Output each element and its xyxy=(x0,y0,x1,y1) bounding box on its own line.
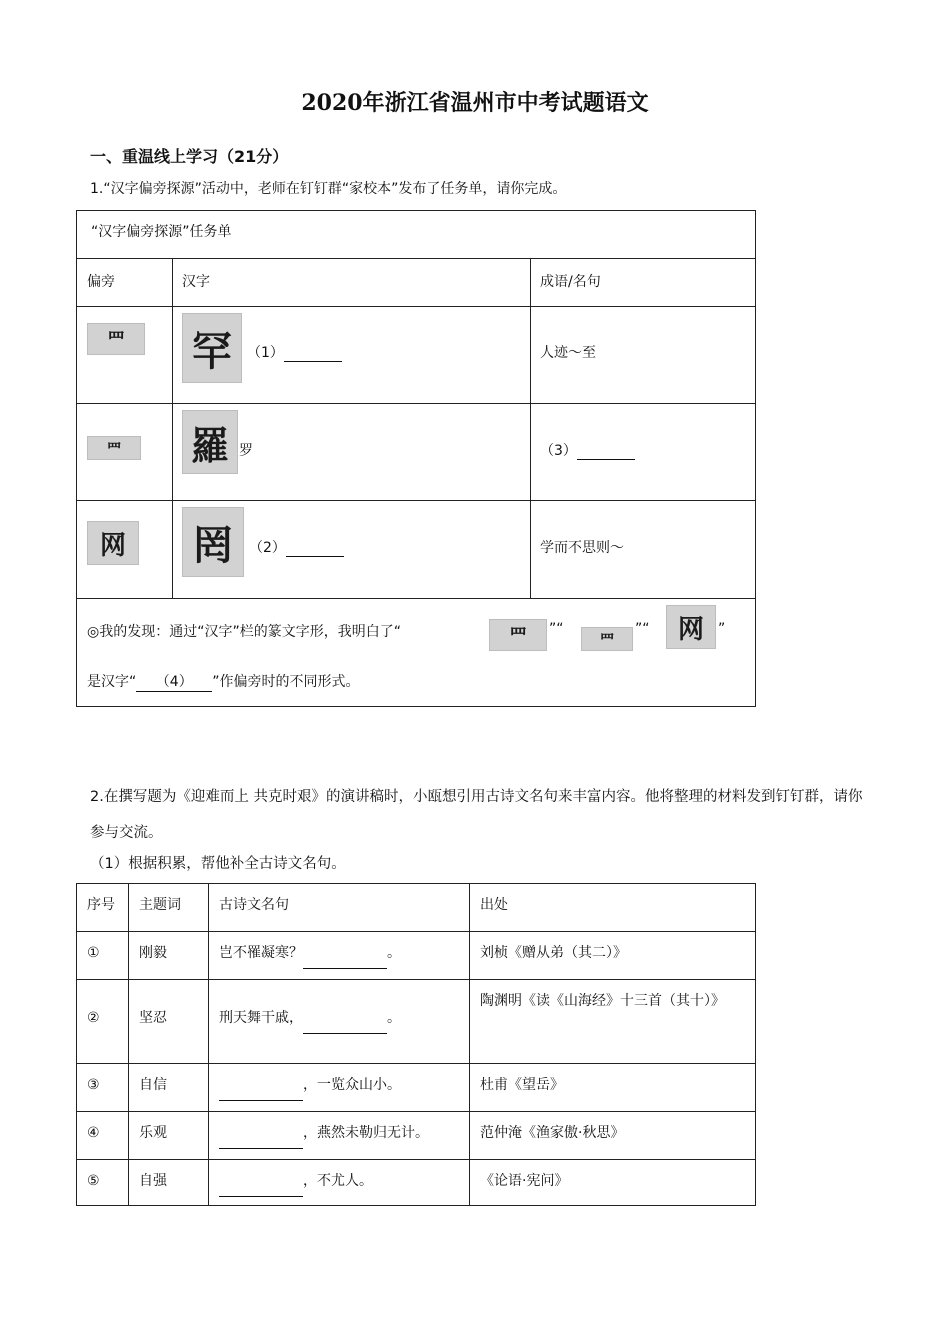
row-number: ① xyxy=(87,945,100,961)
hanzi-answer-1: （1） xyxy=(247,342,342,362)
idiom-answer-3: （3） xyxy=(540,440,635,460)
header-source: 出处 xyxy=(480,897,508,913)
row-verse: ，燕然未勒归无计。 xyxy=(219,1118,429,1149)
discovery-row xyxy=(77,599,755,706)
task-table-title-row xyxy=(77,211,755,259)
discovery-text: ◎我的发现：通过“汉字”栏的篆文字形，我明白了“ xyxy=(87,624,401,640)
row-verse: 岂不罹凝寒？ 。 xyxy=(219,938,401,969)
radical-seal-image: 罒 xyxy=(489,619,547,651)
question-1-prompt: 1.“汉字偏旁探源”活动中，老师在钉钉群“家校本”发布了任务单，请你完成。 xyxy=(90,181,567,197)
question-2-prompt: 2.在撰写题为《迎难而上 共克时艰》的演讲稿时，小瓯想引用古诗文名句来丰富内容。他将整理的材料发到钉钉群，请你参与交流。 xyxy=(90,789,863,841)
row-number: ② xyxy=(87,1010,100,1026)
answer-blank[interactable] xyxy=(286,540,344,557)
answer-blank[interactable] xyxy=(219,1166,303,1197)
answer-blank[interactable] xyxy=(219,1118,303,1149)
row-number: ⑤ xyxy=(87,1173,100,1189)
idiom-text: 人迹～至 xyxy=(540,345,596,361)
section-heading: 一、重温线上学习（21分） xyxy=(90,147,289,166)
hanzi-text: 罗 xyxy=(239,443,253,459)
header-theme: 主题词 xyxy=(139,897,181,913)
header-number: 序号 xyxy=(87,897,115,913)
header-verse: 古诗文名句 xyxy=(219,897,289,913)
task-row-2 xyxy=(77,404,755,501)
row-source: 《论语·宪问》 xyxy=(480,1173,569,1189)
radical-seal-image: 网 xyxy=(87,521,139,565)
radical-seal-image: 罒 xyxy=(87,436,141,460)
row-source: 杜甫《望岳》 xyxy=(480,1077,564,1093)
row-verse: ，不尤人。 xyxy=(219,1166,373,1197)
row-theme: 乐观 xyxy=(139,1125,167,1141)
hanzi-answer-2: （2） xyxy=(249,537,344,557)
header-radical: 偏旁 xyxy=(87,274,115,290)
seal-script-image: 罕 xyxy=(182,313,242,383)
row-theme: 刚毅 xyxy=(139,945,167,961)
row-number: ③ xyxy=(87,1077,100,1093)
row-source: 范仲淹《渔家傲·秋思》 xyxy=(480,1125,625,1141)
task-row-1 xyxy=(77,307,755,404)
task-table-header-row xyxy=(77,259,755,307)
radical-seal-image: 网 xyxy=(666,605,716,649)
question-2-sub: （1）根据积累，帮他补全古诗文名句。 xyxy=(90,856,346,872)
answer-blank[interactable] xyxy=(303,1003,387,1034)
idiom-text: 学而不思则～ xyxy=(540,540,624,556)
row-theme: 自信 xyxy=(139,1077,167,1093)
row-verse: ，一览众山小。 xyxy=(219,1070,401,1101)
quote-mark: ”“ xyxy=(635,621,650,637)
poetry-table xyxy=(76,883,756,1206)
header-idiom: 成语/名句 xyxy=(540,274,601,290)
answer-blank[interactable] xyxy=(303,938,387,969)
page-title: 2020年浙江省温州市中考试题语文 xyxy=(301,90,649,116)
radical-seal-image: 罒 xyxy=(87,323,145,355)
row-source: 陶渊明《读《山海经》十三首（其十）》 xyxy=(480,993,725,1009)
row-verse: 刑天舞干戚， 。 xyxy=(219,1003,401,1034)
radical-seal-image: 罒 xyxy=(581,627,633,651)
row-source: 刘桢《赠从弟（其二）》 xyxy=(480,945,627,961)
task-table-title: “汉字偏旁探源”任务单 xyxy=(91,224,232,240)
quote-mark: ” xyxy=(718,621,726,637)
quote-mark: ”“ xyxy=(549,621,564,637)
task-row-3 xyxy=(77,501,755,599)
answer-blank[interactable] xyxy=(577,443,635,460)
row-number: ④ xyxy=(87,1125,100,1141)
row-theme: 坚忍 xyxy=(139,1010,167,1026)
seal-script-image: 罔 xyxy=(182,507,244,577)
answer-blank-4[interactable]: （4） xyxy=(136,671,212,692)
discovery-line-2: 是汉字“ （4） ”作偏旁时的不同形式。 xyxy=(87,671,360,692)
answer-blank[interactable] xyxy=(284,345,342,362)
header-hanzi: 汉字 xyxy=(182,274,210,290)
row-theme: 自强 xyxy=(139,1173,167,1189)
task-table xyxy=(76,210,756,707)
answer-blank[interactable] xyxy=(219,1070,303,1101)
seal-script-image: 羅 xyxy=(182,410,238,474)
